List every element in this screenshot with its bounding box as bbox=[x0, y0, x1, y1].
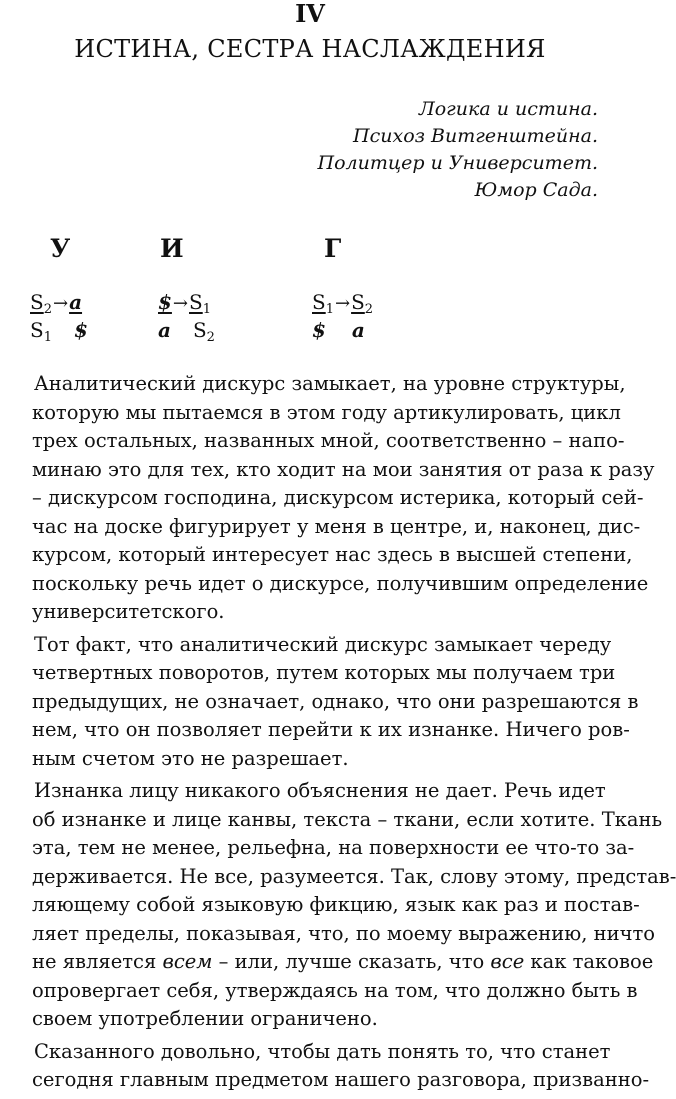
paragraph bbox=[30, 1038, 650, 1095]
text-line: минаю это для тех, кто ходит на мои занятия от раза к разу bbox=[32, 457, 655, 481]
text-line: ляет пределы, показывая, что, по моему выражению, ничто bbox=[32, 921, 656, 945]
text-line: ным счетом это не разрешает. bbox=[32, 746, 349, 770]
paragraph bbox=[30, 631, 639, 774]
text-line: сегодня главным предметом нашего разговора, призванно- bbox=[32, 1068, 650, 1091]
discourse-formulas bbox=[0, 232, 620, 352]
discourse-master-top: $S_1\to S_2$ bbox=[312, 290, 374, 317]
text-line: Сказанного довольно, чтобы дать понять то, что станет bbox=[34, 1039, 611, 1063]
text-line: Изнанка лицу никакого объяснения не дает. Речь идет bbox=[34, 779, 606, 802]
body-text bbox=[30, 370, 676, 1099]
chapter-number: IV bbox=[295, 0, 325, 28]
text-line: университетского. bbox=[32, 600, 225, 623]
text-line: ляющему собой языковую фикцию, язык как раз и постав- bbox=[32, 893, 640, 916]
discourse-university-letter: У bbox=[50, 234, 71, 263]
discourse-master-bottom: $ a bbox=[312, 318, 365, 342]
epigraph-line: Психоз Витгенштейна. bbox=[353, 125, 598, 147]
text-line: опровергает себя, утверждаясь на том, что должно быть в bbox=[32, 978, 638, 1002]
discourse-university-bottom: $S_1$ $ bbox=[30, 318, 88, 345]
epigraph-line: Политцер и Университет. bbox=[317, 152, 598, 174]
text-line: час на доске фигурирует у меня в центре, и, наконец, дис- bbox=[32, 514, 641, 538]
discourse-university-top: $S_2\to a$ bbox=[30, 290, 83, 317]
paragraph bbox=[30, 777, 676, 1034]
text-line: курсом, который интересует нас здесь в высшей степени, bbox=[32, 543, 633, 566]
text-line: четвертных поворотов, путем которых мы получаем три bbox=[32, 661, 616, 684]
paragraph bbox=[30, 370, 655, 627]
discourse-master-letter: Г bbox=[324, 234, 342, 263]
epigraph bbox=[318, 96, 598, 204]
text-line: держивается. Не все, разумеется. Так, слову этому, представ- bbox=[32, 864, 676, 888]
text-line: нем, что он позволяет перейти к их изнанке. Ничего ров- bbox=[32, 718, 630, 741]
discourse-hysteric-bottom: a $S_2$ bbox=[158, 318, 215, 345]
text-line: не является всем – или, лучше сказать, что все как таковое bbox=[32, 950, 654, 973]
epigraph-line: Юмор Сада. bbox=[474, 179, 598, 201]
chapter-title: ИСТИНА, СЕСТРА НАСЛАЖДЕНИЯ bbox=[74, 35, 546, 63]
text-line: поскольку речь идет о дискурсе, получившим определение bbox=[32, 571, 649, 595]
text-line: трех остальных, названных мной, соответственно – напо- bbox=[32, 429, 625, 452]
text-line: Аналитический дискурс замыкает, на уровне структуры, bbox=[34, 372, 626, 395]
text-line: об изнанке и лице канвы, текста – ткани, если хотите. Ткань bbox=[32, 807, 663, 831]
discourse-hysteric-letter: И bbox=[160, 234, 184, 263]
text-line: своем употреблении ограничено. bbox=[32, 1007, 378, 1030]
discourse-hysteric-top: $\$\to S_1$ bbox=[158, 290, 211, 317]
text-line: эта, тем не менее, рельефна, на поверхности ее что-то за- bbox=[32, 836, 635, 859]
text-line: Тот факт, что аналитический дискурс замыкает череду bbox=[34, 632, 612, 656]
text-line: – дискурсом господина, дискурсом истерика, который сей- bbox=[32, 486, 644, 509]
text-line: предыдущих, не означает, однако, что они разрешаются в bbox=[32, 689, 639, 713]
epigraph-line: Логика и истина. bbox=[418, 98, 598, 120]
text-line: которую мы пытаемся в этом году артикулировать, цикл bbox=[32, 400, 621, 424]
